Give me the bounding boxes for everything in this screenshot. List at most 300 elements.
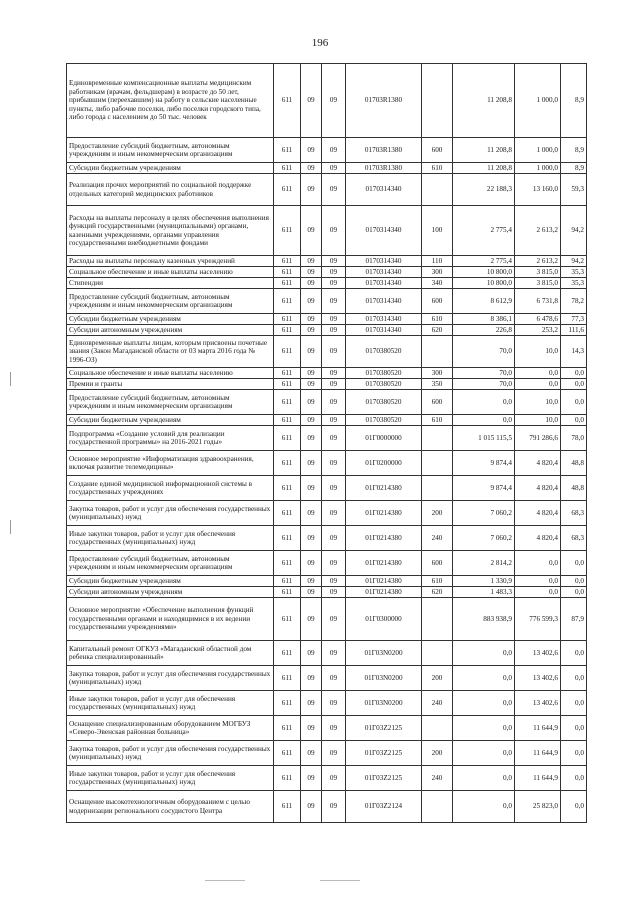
row-expense-type-cell: 600: [422, 390, 453, 415]
row-actual-cell: 4 820,4: [515, 476, 561, 501]
row-actual-cell: 253,2: [515, 325, 561, 336]
row-admin-cell: 611: [274, 526, 301, 551]
row-percent-cell: 14,3: [561, 336, 587, 368]
row-expense-type-cell: [422, 791, 453, 823]
row-subsection-cell: 09: [322, 415, 346, 426]
row-actual-cell: 11 644,9: [515, 716, 561, 741]
row-admin-cell: 611: [274, 691, 301, 716]
row-actual-cell: 13 402,6: [515, 666, 561, 691]
row-admin-cell: 611: [274, 641, 301, 666]
row-section-cell: 09: [301, 551, 322, 576]
row-subsection-cell: 09: [322, 501, 346, 526]
row-expense-type-cell: [422, 451, 453, 476]
row-name-cell: Основное мероприятие «Информатизация здравоохранения, включая развитие телемедицины»: [67, 451, 274, 476]
row-admin-cell: 611: [274, 415, 301, 426]
row-name-cell: Капитальный ремонт ОГКУЗ «Магаданский областной дом ребенка специализированный»: [67, 641, 274, 666]
row-subsection-cell: 09: [322, 64, 346, 138]
row-actual-cell: 1 000,0: [515, 163, 561, 174]
row-admin-cell: 611: [274, 716, 301, 741]
table-row: [67, 666, 587, 691]
row-target-code-cell: 0170314340: [346, 256, 422, 267]
table-row: [67, 587, 587, 598]
row-name-cell: Основное мероприятие «Обеспечение выполнения функций государственными органами и находящимися в их ведении государственными учреждениями»: [67, 598, 274, 641]
row-subsection-cell: 09: [322, 476, 346, 501]
row-expense-type-cell: [422, 598, 453, 641]
row-section-cell: 09: [301, 206, 322, 256]
row-plan-cell: 70,0: [453, 368, 515, 379]
row-plan-cell: 0,0: [453, 691, 515, 716]
row-percent-cell: 8,9: [561, 64, 587, 138]
row-plan-cell: 226,8: [453, 325, 515, 336]
row-expense-type-cell: 620: [422, 325, 453, 336]
row-expense-type-cell: 350: [422, 379, 453, 390]
row-percent-cell: 94,2: [561, 206, 587, 256]
row-percent-cell: 35,3: [561, 267, 587, 278]
row-actual-cell: 10,0: [515, 415, 561, 426]
row-percent-cell: 77,3: [561, 314, 587, 325]
row-name-cell: Субсидии автономным учреждениям: [67, 587, 274, 598]
row-plan-cell: 22 188,3: [453, 174, 515, 206]
row-admin-cell: 611: [274, 314, 301, 325]
row-target-code-cell: 0170314340: [346, 325, 422, 336]
row-admin-cell: 611: [274, 766, 301, 791]
row-actual-cell: 2 613,2: [515, 256, 561, 267]
row-name-cell: Предоставление субсидий бюджетным, автономным учреждениям и иным некоммерческим организациям: [67, 551, 274, 576]
row-target-code-cell: 01Г0214380: [346, 501, 422, 526]
row-admin-cell: 611: [274, 163, 301, 174]
row-plan-cell: 0,0: [453, 716, 515, 741]
row-target-code-cell: 0170314340: [346, 206, 422, 256]
row-actual-cell: 0,0: [515, 379, 561, 390]
row-expense-type-cell: 610: [422, 163, 453, 174]
row-expense-type-cell: 110: [422, 256, 453, 267]
row-percent-cell: 35,3: [561, 278, 587, 289]
row-plan-cell: 70,0: [453, 379, 515, 390]
row-name-cell: Социальное обеспечение и иные выплаты населению: [67, 368, 274, 379]
row-section-cell: 09: [301, 576, 322, 587]
row-plan-cell: 8 612,9: [453, 289, 515, 314]
row-name-cell: Предоставление субсидий бюджетным, автономным учреждениям и иным некоммерческим организациям: [67, 138, 274, 163]
row-expense-type-cell: 620: [422, 587, 453, 598]
row-actual-cell: 4 820,4: [515, 451, 561, 476]
row-subsection-cell: 09: [322, 641, 346, 666]
row-subsection-cell: 09: [322, 379, 346, 390]
row-expense-type-cell: 600: [422, 551, 453, 576]
row-section-cell: 09: [301, 289, 322, 314]
table-row: [67, 766, 587, 791]
row-percent-cell: 0,0: [561, 741, 587, 766]
row-percent-cell: 0,0: [561, 791, 587, 823]
row-target-code-cell: 01Г03Z2125: [346, 766, 422, 791]
row-admin-cell: 611: [274, 289, 301, 314]
row-section-cell: 09: [301, 278, 322, 289]
row-name-cell: Субсидии бюджетным учреждениям: [67, 314, 274, 325]
row-section-cell: 09: [301, 379, 322, 390]
row-actual-cell: 10,0: [515, 390, 561, 415]
row-target-code-cell: 01Г03Z2124: [346, 791, 422, 823]
row-section-cell: 09: [301, 368, 322, 379]
row-subsection-cell: 09: [322, 174, 346, 206]
row-plan-cell: 10 800,0: [453, 278, 515, 289]
table-row: [67, 415, 587, 426]
row-actual-cell: 791 286,6: [515, 426, 561, 451]
row-expense-type-cell: [422, 716, 453, 741]
scan-margin-mark: [10, 520, 11, 534]
table-row: [67, 325, 587, 336]
row-admin-cell: 611: [274, 791, 301, 823]
row-expense-type-cell: 340: [422, 278, 453, 289]
row-subsection-cell: 09: [322, 256, 346, 267]
row-name-cell: Субсидии бюджетным учреждениям: [67, 576, 274, 587]
row-section-cell: 09: [301, 641, 322, 666]
table-row: [67, 501, 587, 526]
row-name-cell: Расходы на выплаты персоналу казенных учреждений: [67, 256, 274, 267]
row-name-cell: Субсидии бюджетным учреждениям: [67, 163, 274, 174]
row-percent-cell: 48,8: [561, 451, 587, 476]
row-expense-type-cell: 600: [422, 289, 453, 314]
row-section-cell: 09: [301, 598, 322, 641]
row-plan-cell: 0,0: [453, 741, 515, 766]
row-percent-cell: 59,3: [561, 174, 587, 206]
row-expense-type-cell: [422, 641, 453, 666]
table-row: [67, 368, 587, 379]
row-percent-cell: 0,0: [561, 576, 587, 587]
row-actual-cell: 0,0: [515, 576, 561, 587]
row-name-cell: Реализация прочих мероприятий по социальной поддержке отдельных категорий медицинских работников: [67, 174, 274, 206]
row-section-cell: 09: [301, 716, 322, 741]
row-plan-cell: 11 208,8: [453, 163, 515, 174]
row-name-cell: Закупка товаров, работ и услуг для обеспечения государственных (муниципальных) нужд: [67, 741, 274, 766]
row-percent-cell: 0,0: [561, 390, 587, 415]
row-subsection-cell: 09: [322, 598, 346, 641]
row-expense-type-cell: [422, 174, 453, 206]
row-percent-cell: 0,0: [561, 666, 587, 691]
row-expense-type-cell: 610: [422, 576, 453, 587]
row-section-cell: 09: [301, 691, 322, 716]
row-target-code-cell: 0170314340: [346, 267, 422, 278]
row-section-cell: 09: [301, 314, 322, 325]
row-section-cell: 09: [301, 336, 322, 368]
row-target-code-cell: 01Г0000000: [346, 426, 422, 451]
row-admin-cell: 611: [274, 501, 301, 526]
row-name-cell: Субсидии бюджетным учреждениям: [67, 415, 274, 426]
row-plan-cell: 11 208,8: [453, 138, 515, 163]
table-row: [67, 256, 587, 267]
row-plan-cell: 2 775,4: [453, 206, 515, 256]
row-section-cell: 09: [301, 325, 322, 336]
row-admin-cell: 611: [274, 174, 301, 206]
row-subsection-cell: 09: [322, 278, 346, 289]
row-section-cell: 09: [301, 138, 322, 163]
row-actual-cell: 10,0: [515, 336, 561, 368]
row-percent-cell: 8,9: [561, 163, 587, 174]
row-expense-type-cell: [422, 336, 453, 368]
row-subsection-cell: 09: [322, 766, 346, 791]
row-percent-cell: 0,0: [561, 587, 587, 598]
row-admin-cell: 611: [274, 206, 301, 256]
row-name-cell: Оснащение высокотехнологичным оборудованием с целью модернизации регионального сосудистого Центра: [67, 791, 274, 823]
row-section-cell: 09: [301, 163, 322, 174]
row-actual-cell: 0,0: [515, 587, 561, 598]
row-target-code-cell: 01Г03Z2125: [346, 716, 422, 741]
row-subsection-cell: 09: [322, 314, 346, 325]
row-actual-cell: 4 820,4: [515, 526, 561, 551]
row-actual-cell: 6 478,6: [515, 314, 561, 325]
row-name-cell: Субсидии автономным учреждениям: [67, 325, 274, 336]
row-section-cell: 09: [301, 64, 322, 138]
row-subsection-cell: 09: [322, 716, 346, 741]
row-expense-type-cell: 240: [422, 526, 453, 551]
table-row: [67, 526, 587, 551]
row-actual-cell: 1 000,0: [515, 138, 561, 163]
row-admin-cell: 611: [274, 256, 301, 267]
row-percent-cell: 8,9: [561, 138, 587, 163]
row-expense-type-cell: 610: [422, 314, 453, 325]
row-section-cell: 09: [301, 174, 322, 206]
row-plan-cell: 7 060,2: [453, 526, 515, 551]
row-name-cell: Подпрограмма «Создание условий для реализации государственной программы» на 2016-2021 годы»: [67, 426, 274, 451]
row-expense-type-cell: 200: [422, 666, 453, 691]
row-subsection-cell: 09: [322, 289, 346, 314]
row-target-code-cell: 01703R1380: [346, 163, 422, 174]
scan-foot-mark: [205, 880, 245, 881]
row-name-cell: Единовременные выплаты лицам, которым присвоены почетные звания (Закон Магаданской области от 03 марта 2016 года № 1996-ОЗ): [67, 336, 274, 368]
row-subsection-cell: 09: [322, 368, 346, 379]
row-subsection-cell: 09: [322, 426, 346, 451]
row-name-cell: Расходы на выплаты персоналу в целях обеспечения выполнения функций государственными (муниципальными) органами, казенными учреждениями, органами управления государственными внебюджетными фондами: [67, 206, 274, 256]
row-subsection-cell: 09: [322, 325, 346, 336]
row-admin-cell: 611: [274, 476, 301, 501]
row-plan-cell: 9 874,4: [453, 451, 515, 476]
row-expense-type-cell: 610: [422, 415, 453, 426]
row-section-cell: 09: [301, 501, 322, 526]
row-section-cell: 09: [301, 526, 322, 551]
table-row: [67, 598, 587, 641]
row-section-cell: 09: [301, 451, 322, 476]
row-subsection-cell: 09: [322, 267, 346, 278]
table-row: [67, 691, 587, 716]
row-expense-type-cell: [422, 476, 453, 501]
row-subsection-cell: 09: [322, 576, 346, 587]
row-target-code-cell: 01Г0214380: [346, 551, 422, 576]
row-admin-cell: 611: [274, 390, 301, 415]
row-percent-cell: 78,2: [561, 289, 587, 314]
row-expense-type-cell: 300: [422, 368, 453, 379]
row-expense-type-cell: 300: [422, 267, 453, 278]
row-section-cell: 09: [301, 791, 322, 823]
row-percent-cell: 68,3: [561, 526, 587, 551]
row-subsection-cell: 09: [322, 526, 346, 551]
row-name-cell: Иные закупки товаров, работ и услуг для обеспечения государственных (муниципальных) нужд: [67, 526, 274, 551]
row-admin-cell: 611: [274, 576, 301, 587]
table-row: [67, 138, 587, 163]
row-actual-cell: 3 815,0: [515, 278, 561, 289]
row-plan-cell: 0,0: [453, 791, 515, 823]
row-subsection-cell: 09: [322, 741, 346, 766]
budget-table: [66, 63, 587, 823]
row-expense-type-cell: 240: [422, 766, 453, 791]
row-target-code-cell: 0170380520: [346, 379, 422, 390]
table-row: [67, 289, 587, 314]
row-plan-cell: 11 208,8: [453, 64, 515, 138]
row-expense-type-cell: 100: [422, 206, 453, 256]
row-section-cell: 09: [301, 256, 322, 267]
row-admin-cell: 611: [274, 64, 301, 138]
row-target-code-cell: 01703R1380: [346, 138, 422, 163]
row-subsection-cell: 09: [322, 390, 346, 415]
row-section-cell: 09: [301, 587, 322, 598]
row-section-cell: 09: [301, 741, 322, 766]
row-name-cell: Иные закупки товаров, работ и услуг для обеспечения государственных (муниципальных) нужд: [67, 691, 274, 716]
table-row: [67, 476, 587, 501]
row-section-cell: 09: [301, 766, 322, 791]
table-row: [67, 551, 587, 576]
row-plan-cell: 0,0: [453, 641, 515, 666]
row-target-code-cell: 01Г0214380: [346, 526, 422, 551]
row-target-code-cell: 01Г03N0200: [346, 691, 422, 716]
row-plan-cell: 883 938,9: [453, 598, 515, 641]
row-plan-cell: 8 386,1: [453, 314, 515, 325]
row-admin-cell: 611: [274, 598, 301, 641]
row-actual-cell: 13 402,6: [515, 691, 561, 716]
row-subsection-cell: 09: [322, 791, 346, 823]
row-target-code-cell: 0170314340: [346, 174, 422, 206]
row-expense-type-cell: 600: [422, 138, 453, 163]
row-target-code-cell: 01Г0214380: [346, 587, 422, 598]
row-percent-cell: 0,0: [561, 691, 587, 716]
row-percent-cell: 48,8: [561, 476, 587, 501]
row-actual-cell: 4 820,4: [515, 501, 561, 526]
row-target-code-cell: 0170314340: [346, 289, 422, 314]
row-percent-cell: 0,0: [561, 641, 587, 666]
row-target-code-cell: 0170314340: [346, 278, 422, 289]
row-plan-cell: 0,0: [453, 766, 515, 791]
row-name-cell: Иные закупки товаров, работ и услуг для обеспечения государственных (муниципальных) нужд: [67, 766, 274, 791]
row-section-cell: 09: [301, 415, 322, 426]
row-admin-cell: 611: [274, 451, 301, 476]
row-admin-cell: 611: [274, 741, 301, 766]
table-row: [67, 426, 587, 451]
row-actual-cell: 25 823,0: [515, 791, 561, 823]
table-row: [67, 314, 587, 325]
row-admin-cell: 611: [274, 368, 301, 379]
row-plan-cell: 0,0: [453, 415, 515, 426]
row-plan-cell: 0,0: [453, 666, 515, 691]
row-percent-cell: 87,9: [561, 598, 587, 641]
row-subsection-cell: 09: [322, 336, 346, 368]
row-name-cell: Премии и гранты: [67, 379, 274, 390]
row-target-code-cell: 0170380520: [346, 368, 422, 379]
row-plan-cell: 70,0: [453, 336, 515, 368]
row-name-cell: Закупка товаров, работ и услуг для обеспечения государственных (муниципальных) нужд: [67, 501, 274, 526]
table-row: [67, 741, 587, 766]
row-plan-cell: 1 483,3: [453, 587, 515, 598]
row-admin-cell: 611: [274, 267, 301, 278]
table-row: [67, 174, 587, 206]
row-target-code-cell: 0170380520: [346, 336, 422, 368]
table-row: [67, 278, 587, 289]
row-plan-cell: 9 874,4: [453, 476, 515, 501]
row-plan-cell: 7 060,2: [453, 501, 515, 526]
row-name-cell: Оснащение специализированным оборудованием МОГБУЗ «Северо-Эвенская районная больница»: [67, 716, 274, 741]
row-target-code-cell: 01Г03Z2125: [346, 741, 422, 766]
row-target-code-cell: 0170314340: [346, 314, 422, 325]
row-percent-cell: 94,2: [561, 256, 587, 267]
table-row: [67, 576, 587, 587]
row-plan-cell: 1 015 115,5: [453, 426, 515, 451]
row-subsection-cell: 09: [322, 551, 346, 576]
row-target-code-cell: 0170380520: [346, 415, 422, 426]
row-subsection-cell: 09: [322, 163, 346, 174]
row-section-cell: 09: [301, 426, 322, 451]
row-percent-cell: 68,3: [561, 501, 587, 526]
row-admin-cell: 611: [274, 666, 301, 691]
row-name-cell: Стипендии: [67, 278, 274, 289]
row-section-cell: 09: [301, 476, 322, 501]
row-actual-cell: 11 644,9: [515, 741, 561, 766]
row-admin-cell: 611: [274, 336, 301, 368]
row-target-code-cell: 01703R1380: [346, 64, 422, 138]
table-row: [67, 451, 587, 476]
row-subsection-cell: 09: [322, 587, 346, 598]
row-name-cell: Единовременные компенсационные выплаты медицинским работникам (врачам, фельдшерам) в возрасте до 50 лет, прибывшим (переехавшим) на работу в сельские населенные пункты, либо рабочие поселки, либо поселки городского типа, либо города с населением до 50 тыс. человек: [67, 64, 274, 138]
row-name-cell: Предоставление субсидий бюджетным, автономным учреждениям и иным некоммерческим организациям: [67, 390, 274, 415]
table-row: [67, 64, 587, 138]
row-admin-cell: 611: [274, 379, 301, 390]
scan-foot-mark: [320, 880, 360, 881]
row-section-cell: 09: [301, 267, 322, 278]
row-actual-cell: 13 160,0: [515, 174, 561, 206]
table-row: [67, 716, 587, 741]
row-admin-cell: 611: [274, 138, 301, 163]
row-admin-cell: 611: [274, 587, 301, 598]
table-row: [67, 390, 587, 415]
scan-margin-mark: [10, 372, 11, 386]
row-actual-cell: 0,0: [515, 368, 561, 379]
row-admin-cell: 611: [274, 278, 301, 289]
row-percent-cell: 0,0: [561, 368, 587, 379]
row-percent-cell: 111,6: [561, 325, 587, 336]
row-target-code-cell: 01Г03N0200: [346, 666, 422, 691]
row-actual-cell: 1 000,0: [515, 64, 561, 138]
row-section-cell: 09: [301, 666, 322, 691]
row-target-code-cell: 01Г0200000: [346, 451, 422, 476]
row-section-cell: 09: [301, 390, 322, 415]
page-number: 196: [311, 37, 329, 49]
row-name-cell: Закупка товаров, работ и услуг для обеспечения государственных (муниципальных) нужд: [67, 666, 274, 691]
table-row: [67, 163, 587, 174]
row-name-cell: Предоставление субсидий бюджетным, автономным учреждениям и иным некоммерческим организациям: [67, 289, 274, 314]
row-expense-type-cell: 200: [422, 501, 453, 526]
table-row: [67, 791, 587, 823]
row-percent-cell: 0,0: [561, 766, 587, 791]
row-actual-cell: 13 402,6: [515, 641, 561, 666]
row-subsection-cell: 09: [322, 206, 346, 256]
table-row: [67, 641, 587, 666]
row-admin-cell: 611: [274, 551, 301, 576]
row-target-code-cell: 01Г03N0200: [346, 641, 422, 666]
row-actual-cell: 776 599,3: [515, 598, 561, 641]
row-expense-type-cell: [422, 64, 453, 138]
row-target-code-cell: 01Г0300000: [346, 598, 422, 641]
row-plan-cell: 2 775,4: [453, 256, 515, 267]
row-percent-cell: 0,0: [561, 716, 587, 741]
row-plan-cell: 10 800,0: [453, 267, 515, 278]
row-expense-type-cell: 200: [422, 741, 453, 766]
table-row: [67, 206, 587, 256]
row-actual-cell: 11 644,9: [515, 766, 561, 791]
table-row: [67, 336, 587, 368]
